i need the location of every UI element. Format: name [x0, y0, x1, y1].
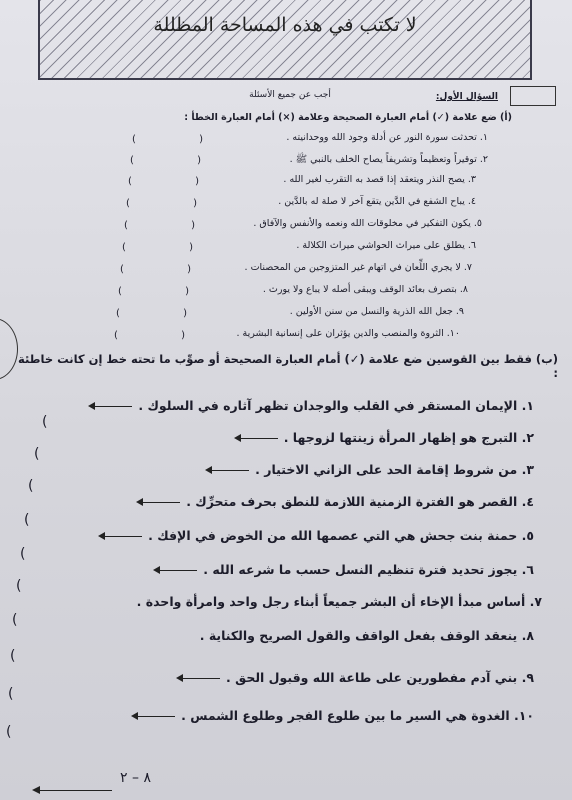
part-b-item: ١٠. الغدوة هي السير ما بين طلوع الفجر وطلوع الشمس .: [133, 708, 534, 723]
answer-parentheses[interactable]: ( ): [128, 176, 229, 187]
part-a-instruction: (أ) ضع علامة (✓) أمام العبارة الصحيحة وعلامة (×) أمام العبارة الخطأ :: [184, 112, 512, 123]
answer-parentheses[interactable]: ( ): [114, 330, 215, 341]
answer-parenthesis[interactable]: (: [34, 446, 40, 462]
part-b-item: ٦. يجوز تحديد فترة تنظيم النسل حسب ما شرعه الله .: [155, 562, 534, 577]
answer-parentheses[interactable]: ( ): [126, 198, 227, 209]
answer-parenthesis[interactable]: (: [42, 414, 48, 430]
part-a-item: ٧. لا يجري اللِّعان في اتهام غير المتزوجين من المحصنات .: [244, 262, 472, 273]
answer-parentheses[interactable]: ( ): [120, 264, 221, 275]
score-box: [510, 86, 556, 106]
part-b-item: ٤. القصر هو الفترة الزمنية اللازمة للنطق بحرف متحرِّك .: [138, 494, 534, 509]
answer-parenthesis[interactable]: (: [6, 724, 12, 740]
part-a-item: ٢. توقيراً وتعظيماً وتشريفاً يصاح الخلف بالنبي ﷺ .: [289, 154, 488, 165]
page-number-arrow: [34, 790, 112, 791]
part-b-instruction: (ب) فقط بين القوسين ضع علامة (✓) أمام العبارة الصحيحة أو صوِّب ما تحته خط إن كانت خاطئة :: [18, 352, 558, 380]
part-a-item: ٦. يطلق على ميراث الحواشي ميراث الكلالة .: [296, 240, 476, 251]
part-a-item: ٣. يصح النذر ويتعقد إذا قصد به التقرب لغير الله .: [283, 174, 476, 185]
part-b-item: ٥. حمنة بنت جحش هي التي عصمها الله من الخوض في الإفك .: [100, 528, 534, 543]
answer-parentheses[interactable]: ( ): [118, 286, 219, 297]
answer-parentheses[interactable]: ( ): [130, 155, 231, 166]
part-a-item: ٤. يباح الشفع في الدَّين يتقع آخر لا صلة له بالدَّين .: [278, 196, 476, 207]
answer-parenthesis[interactable]: (: [28, 478, 34, 494]
part-b-item: ٩. بني آدم مفطورين على طاعة الله وقبول الحق .: [178, 670, 534, 685]
part-b-item: ١. الإيمان المستقر في القلب والوجدان تظهر آثاره في السلوك .: [90, 398, 534, 413]
part-a-item: ٥. يكون التفكير في مخلوقات الله ونعمه والأنفس والآفاق .: [253, 218, 482, 229]
part-a-item: ١. تحدثت سورة النور عن أدلة وجود الله ووحدانيته .: [286, 132, 488, 143]
answer-all-instruction: أجب عن جميع الأسئلة: [249, 90, 331, 100]
part-a-item: ٩. جعل الله الذرية والنسل من سنن الأولين .: [289, 306, 464, 317]
answer-parenthesis[interactable]: (: [16, 578, 22, 594]
answer-parenthesis[interactable]: (: [20, 546, 26, 562]
no-write-label: لا تكتب في هذه المساحة المظللة: [153, 14, 417, 36]
part-b-item: ٨. ينعقد الوقف بفعل الواقف والقول الصريح والكناية .: [199, 628, 534, 643]
answer-parentheses[interactable]: ( ): [124, 220, 225, 231]
part-a-item: ٨. بتصرف بعائد الوقف ويبقى أصله لا يباع ولا يورث .: [262, 284, 468, 295]
part-b-item: ٧. أساس مبدأ الإخاء أن البشر جميعاً أبناء رجل واحد وامرأة واحدة .: [136, 594, 542, 609]
answer-parenthesis[interactable]: (: [10, 648, 16, 664]
part-b-item: ٢. التبرج هو إظهار المرأة زينتها لزوجها .: [236, 430, 534, 445]
question-one-title: السؤال الأول:: [435, 92, 498, 102]
answer-parentheses[interactable]: ( ): [116, 308, 217, 319]
part-b-item: ٣. من شروط إقامة الحد على الزاني الاختيار .: [207, 462, 534, 477]
answer-parenthesis[interactable]: (: [12, 612, 18, 628]
answer-parentheses[interactable]: ( ): [132, 134, 233, 145]
shaded-no-write-area: [38, 0, 532, 80]
part-a-item: ١٠. الثروة والمنصب والدين يؤثران على إنسانية البشرية .: [236, 328, 460, 339]
answer-parenthesis[interactable]: (: [24, 512, 30, 528]
page-number: ٨ – ٢: [120, 770, 151, 786]
answer-parentheses[interactable]: ( ): [122, 242, 223, 253]
answer-parenthesis[interactable]: (: [8, 686, 14, 702]
